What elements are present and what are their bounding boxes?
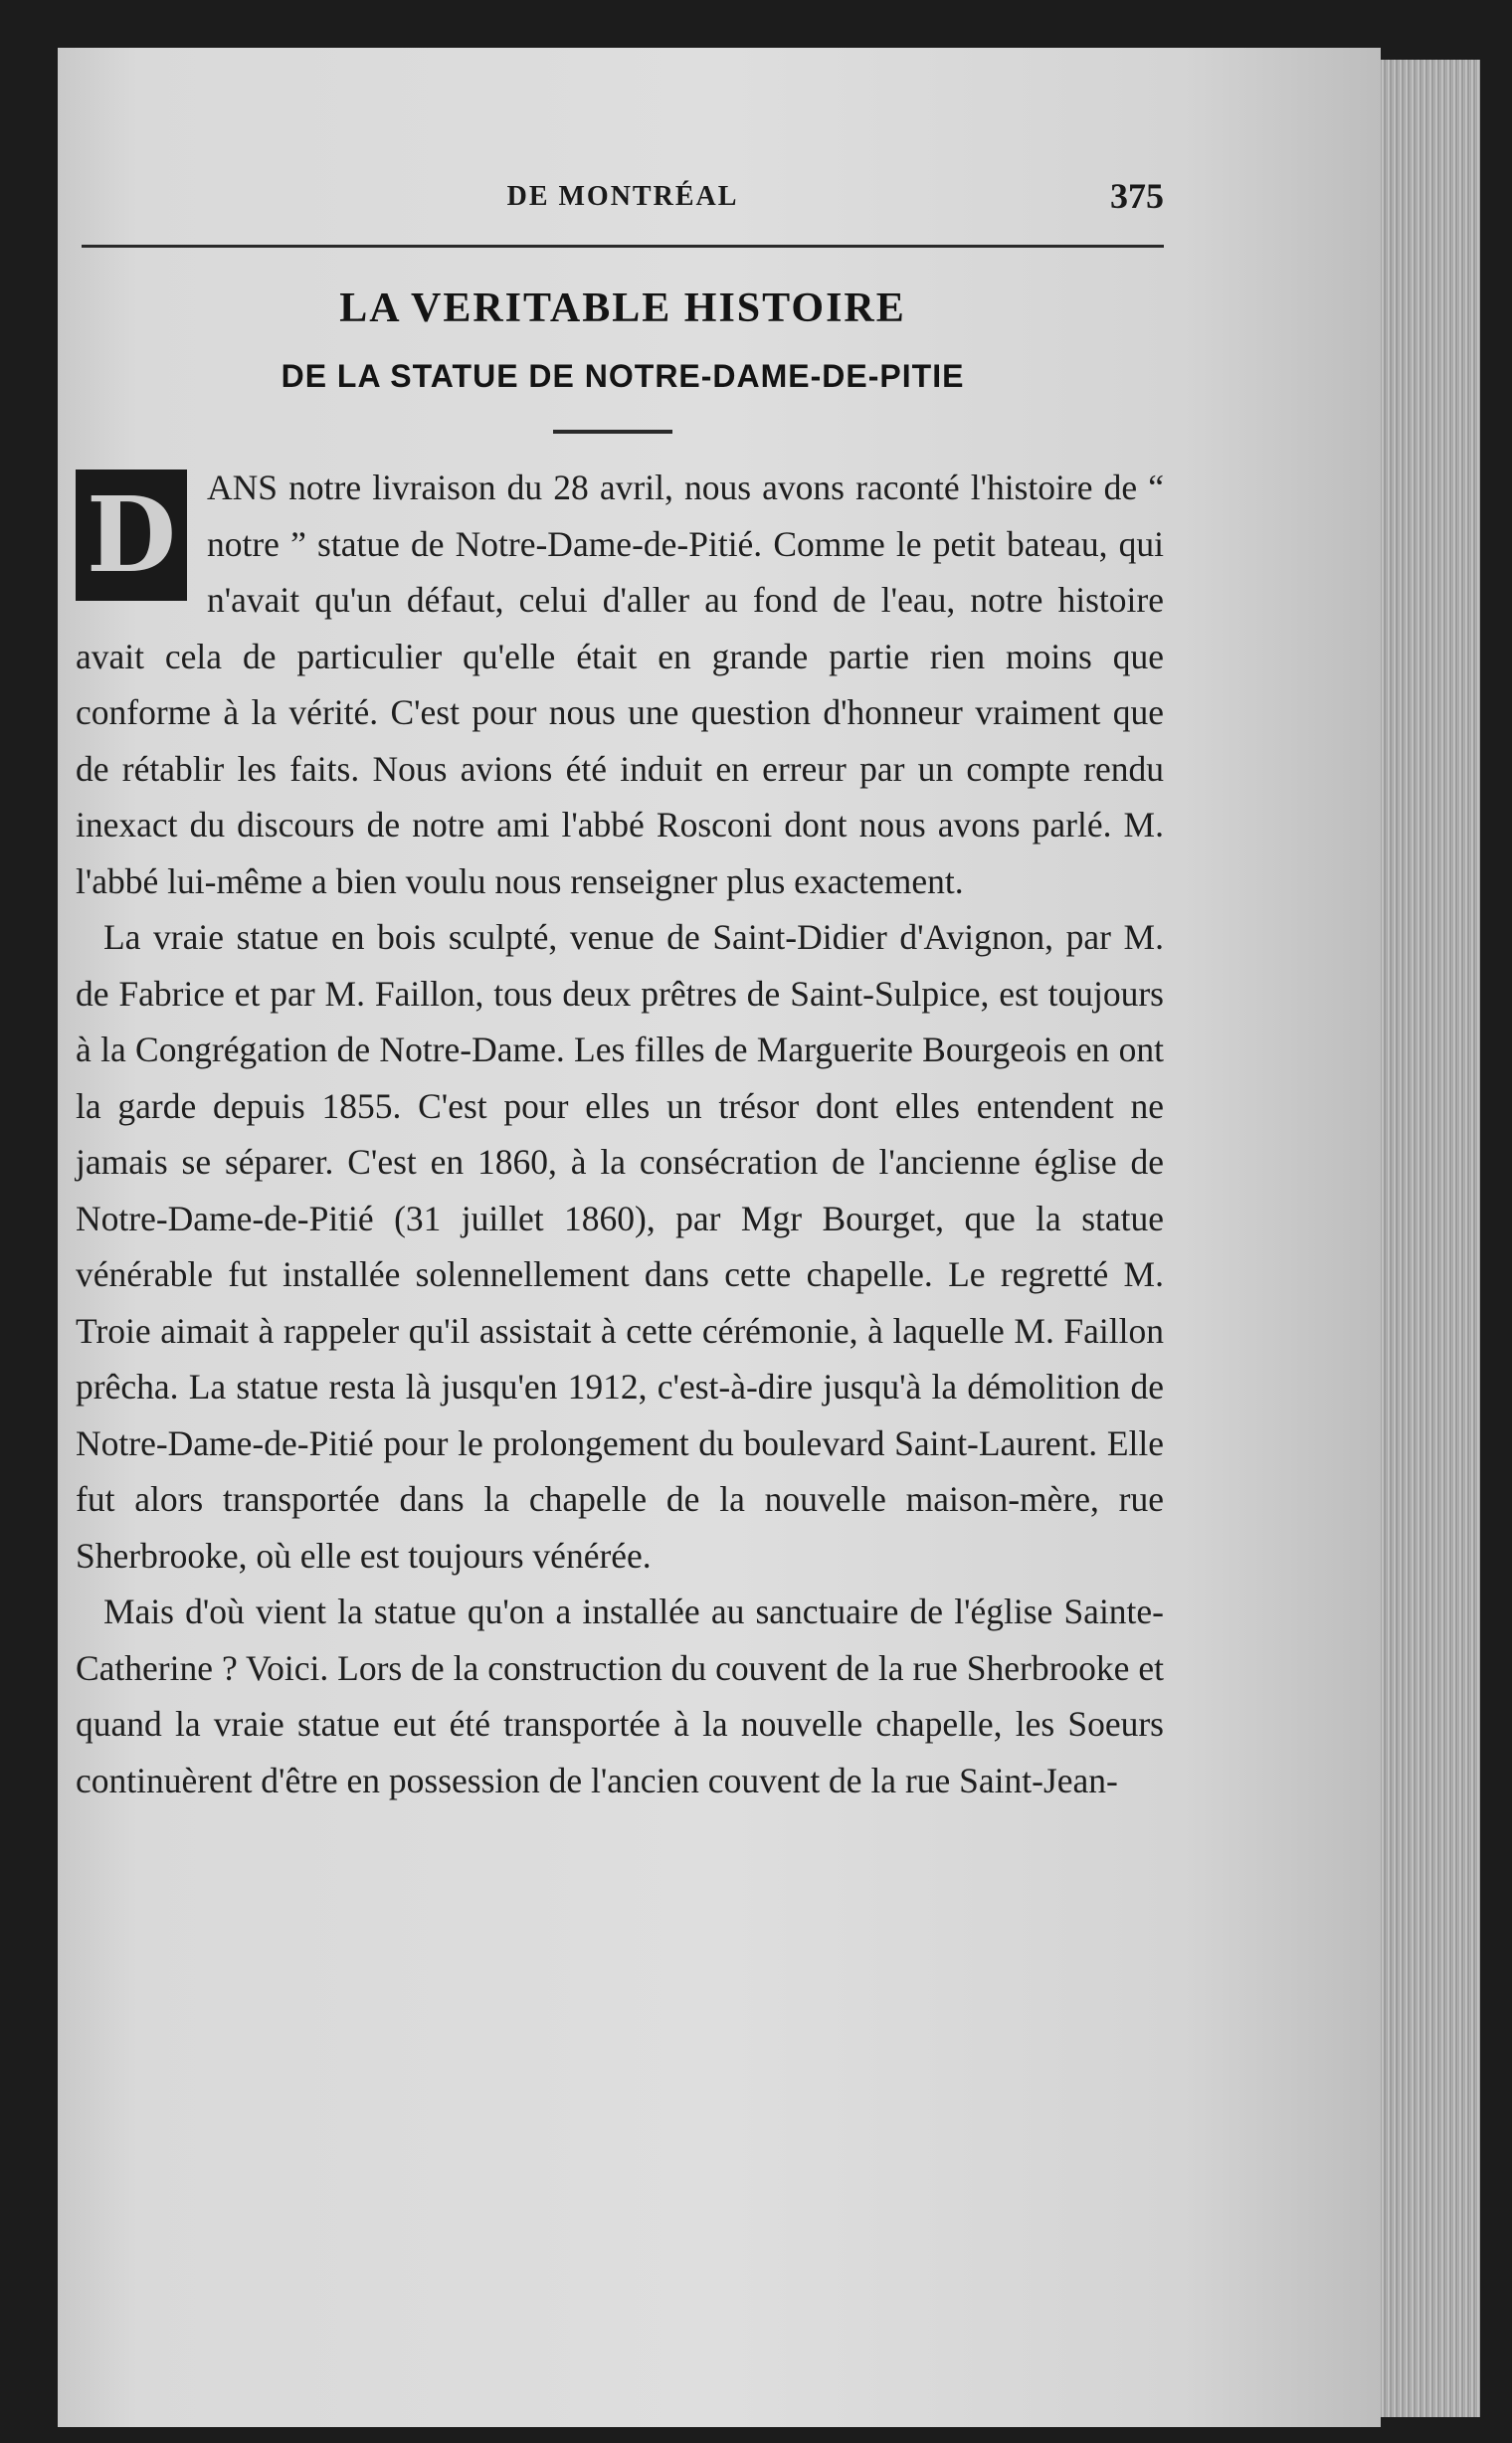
page-edges <box>1381 60 1480 2417</box>
paragraph-1 <box>76 460 1164 909</box>
article-title: LA VERITABLE HISTOIRE <box>339 285 906 331</box>
article-subtitle: DE LA STATUE DE NOTRE-DAME-DE-PITIE <box>281 358 965 394</box>
paragraph-1-text: ANS notre livraison du 28 avril, nous avons raconté l'histoire de “ notre ” statue de Notre-Dame-de-Pitié. Comme le petit bateau, qui n'avait qu'un défaut, celui d'aller au fond de l'eau, notre histoire avait cela de particulier qu'elle était en grande partie rien moins que conforme à la vérité. C'est pour nous une question d'honneur vraiment que de rétablir les faits. Nous avions été induit en erreur par un compte rendu inexact du discours de notre ami l'abbé Rosconi dont nous avons parlé. M. l'abbé lui-même a bien voulu nous renseigner plus exactement. <box>76 468 1164 901</box>
paragraph-3: Mais d'où vient la statue qu'on a installée au sanctuaire de l'église Sainte-Catherine ? Voici. Lors de la construction du couvent de la rue Sherbrooke et quand la vraie statue eut été transportée à la nouvelle chapelle, les Soeurs continuèrent d'être en possession de l'ancien couvent de la rue Saint-Jean- <box>76 1592 1164 1800</box>
article-body <box>76 460 1164 1808</box>
running-head <box>82 175 1164 223</box>
header-rule <box>82 245 1164 248</box>
title-divider <box>553 430 672 434</box>
drop-cap-letter: D <box>86 472 177 596</box>
page-number: 375 <box>1110 176 1164 216</box>
running-title: DE MONTRÉAL <box>506 181 739 212</box>
drop-cap <box>76 470 187 601</box>
paragraph-2: La vraie statue en bois sculpté, venue de Saint-Didier d'Avignon, par M. de Fabrice et par M. Faillon, tous deux prêtres de Saint-Sulpice, est toujours à la Congrégation de Notre-Dame. Les filles de Marguerite Bourgeois en ont la garde depuis 1855. C'est pour elles un trésor dont elles entendent ne jamais se séparer. C'est en 1860, à la consécration de l'ancienne église de Notre-Dame-de-Pitié (31 juillet 1860), par Mgr Bourget, que la statue vénérable fut installée solennellement dans cette chapelle. Le regretté M. Troie aimait à rappeler qu'il assistait à cette cérémonie, à laquelle M. Faillon prêcha. La statue resta là jusqu'en 1912, c'est-à-dire jusqu'à la démolition de Notre-Dame-de-Pitié pour le prolongement du boulevard Saint-Laurent. Elle fut alors transportée dans la chapelle de la nouvelle maison-mère, rue Sherbrooke, où elle est toujours vénérée. <box>76 917 1164 1576</box>
